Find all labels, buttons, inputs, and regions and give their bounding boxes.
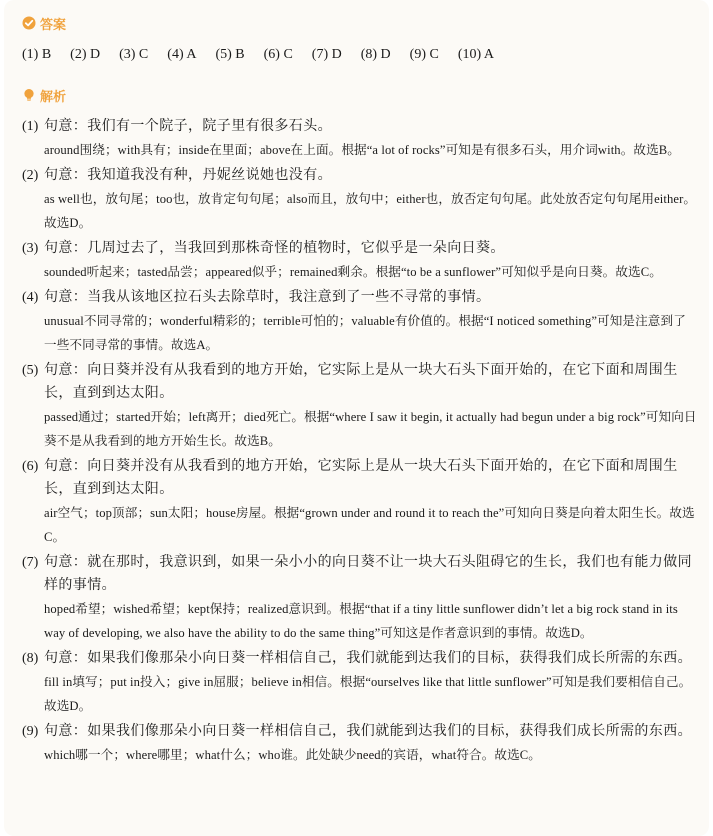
item-explanation: air空气；top顶部；sun太阳；house房屋。根据“grown under and round it to reach the”可知向日葵是向着太阳生长。故选C。 [44, 506, 695, 544]
item-sentence: 句意：我知道我没有种，丹妮丝说她也没有。 [44, 168, 332, 183]
item-sentence: 句意：我们有一个院子，院子里有很多石头。 [44, 119, 332, 134]
answer-item: (1) B [22, 47, 52, 62]
answer-list [22, 44, 697, 66]
item-explanation: as well也，放句尾；too也，放肯定句句尾；also而且，放句中；either也，放否定句句尾。此处放否定句句尾用either。故选D。 [44, 192, 697, 230]
analysis-item [22, 359, 697, 453]
item-number: (8) [22, 651, 39, 666]
check-badge-icon [22, 16, 36, 30]
analysis-item [22, 164, 697, 235]
item-explanation: unusual不同寻常的；wonderful精彩的；terrible可怕的；valuable有价值的。根据“I noticed something”可知是注意到了一些不同寻常的事情。故选A。 [44, 314, 686, 352]
item-sentence: 句意：向日葵并没有从我看到的地方开始，它实际上是从一块大石头下面开始的，在它下面和周围生长，直到到达太阳。 [44, 459, 678, 497]
analysis-item [22, 551, 697, 645]
analysis-item [22, 720, 697, 767]
item-sentence: 句意：当我从该地区拉石头去除草时，我注意到了一些不寻常的事情。 [44, 290, 491, 305]
answer-item: (3) C [119, 47, 149, 62]
item-number: (4) [22, 290, 39, 305]
item-explanation: sounded听起来；tasted品尝；appeared似乎；remained剩余。根据“to be a sunflower”可知似乎是向日葵。故选C。 [44, 265, 662, 279]
item-number: (7) [22, 555, 39, 570]
item-explanation: fill in填写；put in投入；give in屈服；believe in相信。根据“ourselves like that little sunflower”可知是我们要相信自己。故选D。 [44, 675, 692, 713]
analysis-header [22, 84, 697, 106]
item-sentence: 句意：向日葵并没有从我看到的地方开始，它实际上是从一块大石头下面开始的，在它下面和周围生长，直到到达太阳。 [44, 363, 678, 401]
analysis-list [22, 115, 697, 767]
analysis-item [22, 286, 697, 357]
item-sentence: 句意：就在那时，我意识到，如果一朵小小的向日葵不让一块大石头阻碍它的生长，我们也有能力做同样的事情。 [44, 555, 692, 593]
answer-item: (2) D [70, 47, 101, 62]
item-number: (5) [22, 363, 39, 378]
answer-item: (10) A [457, 47, 495, 62]
answer-item: (8) D [360, 47, 391, 62]
item-number: (3) [22, 241, 39, 256]
answer-panel [4, 0, 709, 836]
item-number: (1) [22, 119, 39, 134]
item-explanation: around围绕；with具有；inside在里面；above在上面。根据“a lot of rocks”可知是有很多石头，用介词with。故选B。 [44, 143, 680, 157]
item-sentence: 句意：如果我们像那朵小向日葵一样相信自己，我们就能到达我们的目标，获得我们成长所需的东西。 [44, 724, 692, 739]
item-sentence: 句意：几周过去了，当我回到那株奇怪的植物时，它似乎是一朵向日葵。 [44, 241, 505, 256]
item-number: (2) [22, 168, 39, 183]
item-explanation: passed通过；started开始；left离开；died死亡。根据“where I saw it begin, it actually had begun under a big rock”可知向日葵不是从我看到的地方开始生长。故选B。 [44, 410, 697, 448]
analysis-item [22, 647, 697, 718]
analysis-item [22, 455, 697, 549]
item-explanation: which哪一个；where哪里；what什么；who谁。此处缺少need的宾语，what符合。故选C。 [44, 748, 542, 762]
item-sentence: 句意：如果我们像那朵小向日葵一样相信自己，我们就能到达我们的目标，获得我们成长所需的东西。 [44, 651, 692, 666]
analysis-title: 解析 [40, 89, 67, 105]
item-number: (9) [22, 724, 39, 739]
answer-item: (5) B [215, 47, 245, 62]
answer-item: (9) C [409, 47, 439, 62]
answer-title: 答案 [40, 17, 67, 33]
analysis-item [22, 237, 697, 284]
item-number: (6) [22, 459, 39, 474]
answer-header [22, 12, 697, 34]
answer-item: (6) C [263, 47, 293, 62]
answer-item: (4) A [167, 47, 197, 62]
analysis-item [22, 115, 697, 162]
item-explanation: hoped希望；wished希望；kept保持；realized意识到。根据“that if a tiny little sunflower didn’t let a big rock stand in its way of developing, we also have the ability to do the same thing”可知这是作者意识到的事情。故选D。 [44, 602, 678, 640]
lightbulb-icon [22, 88, 36, 102]
answer-item: (7) D [311, 47, 342, 62]
